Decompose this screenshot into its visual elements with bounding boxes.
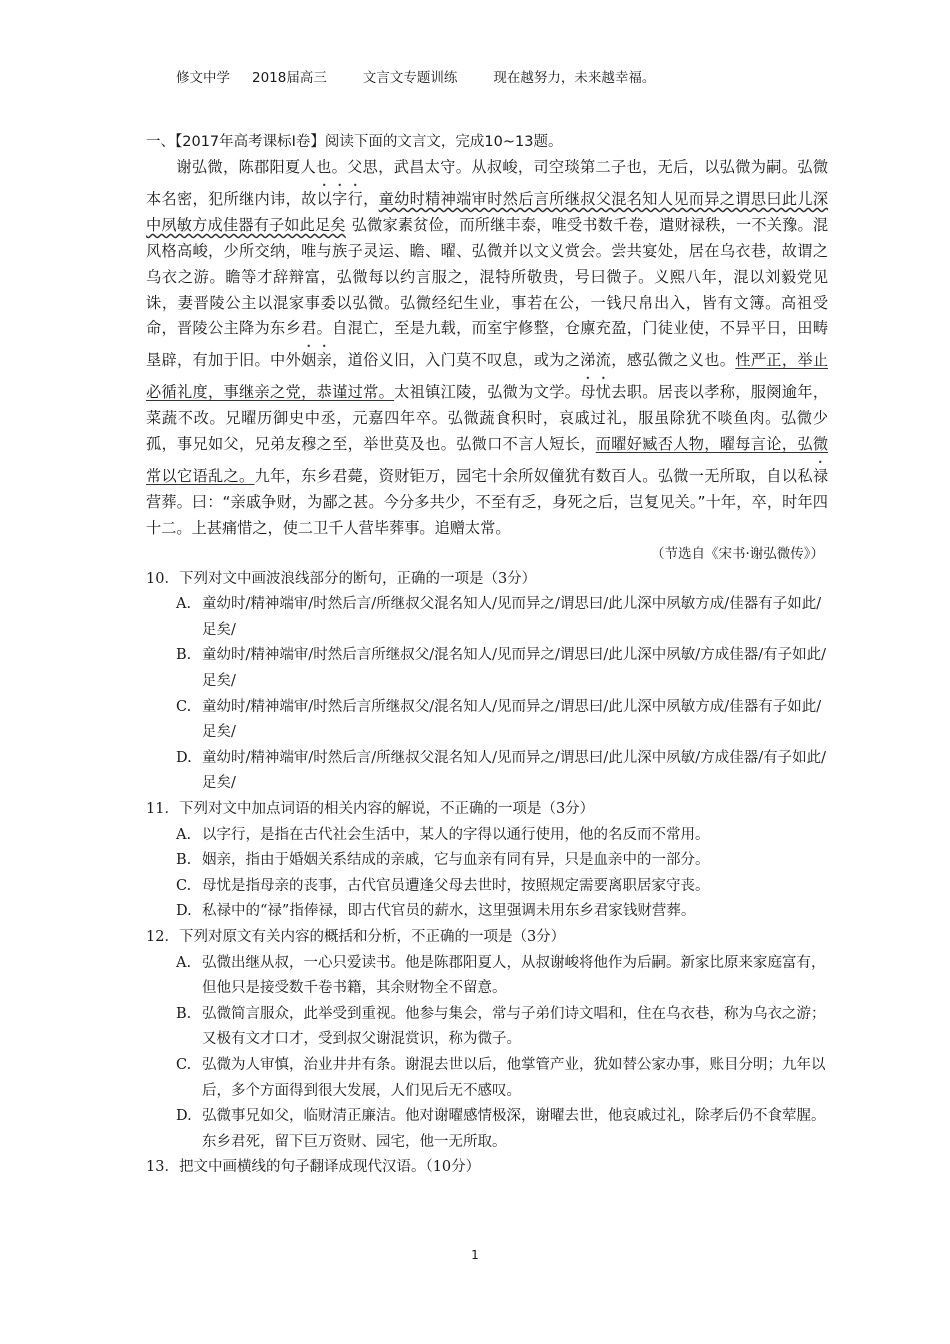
header-topic: 文言文专题训练 xyxy=(362,70,458,86)
option-label: D. xyxy=(176,749,192,766)
option-d xyxy=(176,1104,828,1155)
header-school: 修文中学 xyxy=(176,70,230,86)
option-text: 童幼时/精神端审/时然后言/所继叔父混名知人/见而异之/谓思曰/此儿深中夙敏方成/佳器有子如此/足矣/ xyxy=(202,596,822,638)
header-motto: 现在越努力，未来越幸福。 xyxy=(493,70,656,86)
option-text: 以字行，是指在古代社会生活中，某人的字得以通行使用，他的名反而不常用。 xyxy=(202,826,710,843)
option-label: D. xyxy=(176,903,192,920)
option-text: 弘微简言服众，此举受到重视。他参与集会，常与子弟们诗文唱和，住在乌衣巷，称为乌衣之游；又极有文才口才，受到叔父谢混赏识，称为微子。 xyxy=(202,1005,826,1048)
option-text: 弘微事兄如父，临财清正廉洁。他对谢曜感情极深，谢曜去世，他哀戚过礼，除孝后仍不食荤腥。东乡君死，留下巨万资财、园宅，他一无所取。 xyxy=(202,1108,826,1150)
dotted-term: 禄 xyxy=(812,466,829,485)
option-a xyxy=(176,823,828,849)
dotted-term: 姻亲 xyxy=(301,351,333,370)
option-c xyxy=(176,874,828,900)
option-c xyxy=(176,695,828,746)
passage-segment: 谢弘微，陈郡阳夏人也。父思，武昌太守。从叔峻，司空琰第二子也，无后，以弘微为嗣。弘微本名密，犯所继内讳，故 xyxy=(146,158,828,208)
option-text: 私禄中的“禄”指俸禄，即古代官员的薪水，这里强调未用东乡君家钱财营葬。 xyxy=(202,903,696,920)
option-b xyxy=(176,848,828,874)
dotted-term: 以字行 xyxy=(316,189,364,208)
question-10 xyxy=(146,567,828,797)
option-text: 童幼时/精神端审/时然后言/所继叔父混名知人/见而异之/谓思曰/此儿深中夙敏/方成佳器/有子如此/足矣/ xyxy=(202,749,826,792)
option-label: C. xyxy=(176,698,192,715)
option-label: C. xyxy=(176,1056,192,1073)
section-title: 一、【2017年高考课标Ⅰ卷】阅读下面的文言文，完成10~13题。 xyxy=(146,134,563,150)
option-a xyxy=(176,951,828,1002)
option-label: C. xyxy=(176,877,192,894)
underlined-sentence: 而曜好臧否人物，曜每言论，弘微常以它语乱之。 xyxy=(146,435,829,485)
option-text: 童幼时/精神端审/时然后言所继叔父/混名知人/见而异之/谓思曰/此儿深中夙敏方成/佳器有子如此/足矣/ xyxy=(202,698,822,741)
exam-section xyxy=(146,130,828,1181)
option-label: A. xyxy=(176,826,192,843)
question-13 xyxy=(146,1155,828,1181)
page-number: 1 xyxy=(471,1248,479,1262)
option-label: B. xyxy=(176,647,192,664)
passage-segment: 太祖镇江陵，弘微为文学。 xyxy=(394,383,581,402)
option-c xyxy=(176,1053,828,1104)
question-11 xyxy=(146,797,828,925)
question-12 xyxy=(146,925,828,1155)
option-d xyxy=(176,899,828,925)
option-text: 弘微出继从叔，一心只爱读书。他是陈郡阳夏人，从叔谢峻将他作为后嗣。新家比原来家庭富有，但他只是接受数千卷书籍，其余财物全不留意。 xyxy=(202,954,826,997)
passage-segment: 去职。居丧以孝称，服阕逾年，菜蔬不改。兄曜历御史中丞，元嘉四年卒。弘微蔬食积时，哀戚过礼，服虽除犹不啖鱼肉。弘微少孤，事兄如父，兄弟友穆之至，举世莫及也。弘微口不言人短长， xyxy=(146,383,829,454)
option-label: A. xyxy=(176,954,192,971)
option-text: 弘微为人审慎，治业井井有条。谢混去世以后，他掌管产业，犹如替公家办事，账目分明；九年以后，多个方面得到很大发展，人们见后无不感叹。 xyxy=(202,1056,826,1099)
option-a xyxy=(176,592,828,643)
passage-text xyxy=(146,155,828,542)
option-label: D. xyxy=(176,1108,192,1125)
option-text: 姻亲，指由于婚姻关系结成的亲戚，它与血亲有同有异，只是血亲中的一部分。 xyxy=(202,852,710,869)
question-stem: 12．下列对原文有关内容的概括和分析，不正确的一项是（3分） xyxy=(146,929,566,945)
question-stem: 11．下列对文中加点词语的相关内容的解说，不正确的一项是（3分） xyxy=(146,801,595,818)
header-grade: 2018届高三 xyxy=(252,70,327,86)
wavy-underlined-text: 童幼时精神端审时然后言所继叔父混名知人见而异之谓思曰此儿深中夙敏方成佳器有子如此足矣 xyxy=(146,189,829,234)
question-stem: 10．下列对文中画波浪线部分的断句，正确的一项是（3分） xyxy=(146,570,537,587)
passage-segment: ，道俗义旧，入门莫不叹息，或为之涕流，感弘微之义也。 xyxy=(332,351,736,370)
option-b xyxy=(176,1002,828,1053)
question-stem: 13．把文中画横线的句子翻译成现代汉语。（10分） xyxy=(146,1159,481,1176)
option-b xyxy=(176,643,828,694)
dotted-term: 母忧 xyxy=(580,383,612,402)
passage-segment: 营葬。曰：“亲戚争财，为鄙之甚。今分多共少，不至有乏，身死之后，岂复见关。”十年，卒，时年四十二。上甚痛惜之，使二卫千人营毕葬事。追赠太常。 xyxy=(146,492,828,537)
option-label: A. xyxy=(176,596,192,613)
option-text: 母忧是指母亲的丧事，古代官员遭逢父母去世时，按照规定需要离职居家守丧。 xyxy=(202,877,710,894)
passage-segment: ， xyxy=(363,189,379,208)
option-label: B. xyxy=(176,852,192,869)
source-citation: （节选自《宋书·谢弘微传》） xyxy=(650,545,824,562)
option-text: 童幼时/精神端审/时然后言所继叔父/混名知人/见而异之/谓思曰/此儿深中夙敏/方成佳器/有子如此/足矣/ xyxy=(202,647,826,690)
passage-segment: 弘微家素贫俭，而所继丰泰，唯受书数千卷，遣财禄秩，一不关豫。混风格高峻，少所交纳，唯与族子灵运、瞻、曜、弘微并以文义赏会。尝共宴处，居在乌衣巷，故谓之乌衣之游。瞻等才辞辩富，弘微每以约言服之，混特所敬贵，号曰微子。义熙八年，混以刘毅党见诛，妻晋陵公主以混家事委以弘微。弘微经纪生业，事若在公，一钱尺帛出入，皆有文簿。高祖受命，晋陵公主降为东乡君。自混亡，至是九载，而室宇修整，仓廪充盈，门徒业使，不异平日，田畴垦辟，有加于旧。中外 xyxy=(146,215,829,370)
option-label: B. xyxy=(176,1005,192,1022)
underlined-sentence: 性严正，举止必循礼度，事继亲之党，恭谨过常。 xyxy=(146,351,829,402)
passage-segment: 九年，东乡君薨，资财钜万，园宅十余所奴僮犹有数百人。弘微一无所取，自以私 xyxy=(254,466,813,485)
option-d xyxy=(176,746,828,797)
page-header xyxy=(176,66,677,86)
